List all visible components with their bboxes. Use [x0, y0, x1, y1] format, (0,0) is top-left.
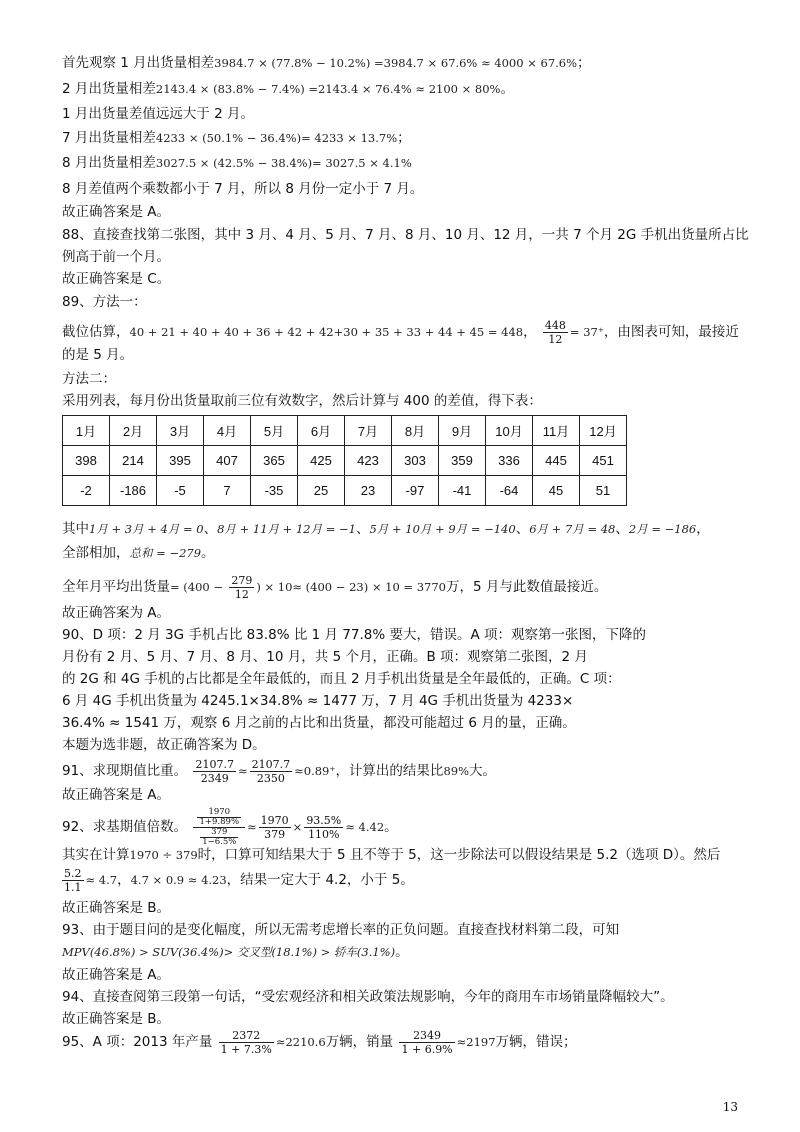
text-line: 的 2G 和 4G 手机的占比都是全年最低的，而且 2 月手机出货量是全年最低的，正确。C 项： — [62, 671, 621, 687]
table-header-cell: 2月 — [110, 416, 157, 446]
table-header-cell: 5月 — [251, 416, 298, 446]
line-text: 。 — [500, 81, 514, 97]
line-text: ，结果一定大于 4.2，小于 5。 — [226, 872, 414, 888]
fraction-numerator: 2107.7 — [251, 757, 291, 771]
table-header-cell: 3月 — [157, 416, 204, 446]
table-cell: 51 — [580, 476, 627, 506]
fraction-numerator: 2107.7 — [195, 757, 234, 771]
fraction-numerator: 93.5% — [306, 813, 342, 827]
fraction — [543, 319, 568, 346]
text-line: 故正确答案是 A。 — [62, 204, 171, 220]
fraction — [304, 814, 343, 841]
fraction — [250, 758, 293, 785]
line-text: ， — [523, 324, 537, 340]
table-cell: 303 — [392, 446, 439, 476]
fraction — [197, 808, 241, 827]
fraction-numerator: 2349 — [399, 1029, 454, 1043]
table-cell: 7 — [204, 476, 251, 506]
table-cell: 425 — [298, 446, 345, 476]
table-row — [63, 446, 627, 476]
math-expression: 5月 + 10月 + 9月 = −140 — [369, 522, 516, 536]
text-line — [62, 572, 752, 602]
table-header-cell: 8月 — [392, 416, 439, 446]
line-text: 91、求现期值比重。 — [62, 763, 188, 779]
table-cell: -64 — [486, 476, 533, 506]
text-line: 91、求现期值比重。 $\frac{2107.7}{2349}$ ≈ $\frac{2107.7}{2350}$ ≈0.89⁺，计算出的结果比89%大。 — [62, 757, 496, 785]
math-expression: ≈2210.6 — [275, 1035, 326, 1049]
text-line — [62, 846, 752, 864]
table-cell: 365 — [251, 446, 298, 476]
line-text: 其中 — [62, 521, 89, 537]
line-text: 时，口算可知结果大于 5 且不等于 5，这一步除法可以假设结果是 5.2（选项 D）。然后 — [197, 847, 721, 863]
math-expression: 2143.4 × (83.8% − 7.4%) =2143.4 × 76.4% ≈ 2100 × 80% — [155, 82, 501, 96]
line-text: 7 月出货量相差 — [62, 130, 156, 146]
table-header-cell: 12月 — [580, 416, 627, 446]
table-cell: -97 — [392, 476, 439, 506]
fraction — [62, 867, 84, 894]
table-cell: -2 — [63, 476, 110, 506]
fraction-denominator: 2350 — [256, 771, 285, 785]
text-line: 采用列表，每月份出货量取前三位有效数字，然后计算与 400 的差值，得下表： — [62, 393, 542, 409]
math-expression: 总和 = −279 — [129, 546, 202, 560]
fraction — [193, 758, 236, 785]
math-expression: 6月 + 7月 = 48 — [529, 522, 616, 536]
line-text: 95、A 项：2013 年产量 — [62, 1034, 213, 1050]
table-header-row — [63, 416, 627, 446]
fraction-denominator: 1 + 7.3% — [220, 1042, 272, 1056]
fraction — [200, 828, 238, 847]
line-text: ， — [117, 872, 131, 888]
text-line: 36.4% ≈ 1541 万，观察 6 月之前的占比和出货量，都没可能超过 6 月的量，正确。 — [62, 715, 576, 731]
text-line — [62, 1024, 752, 1060]
fraction-denominator: 1 + 6.9% — [401, 1042, 453, 1056]
table-header-cell: 7月 — [345, 416, 392, 446]
table-cell: -41 — [439, 476, 486, 506]
text-line: 故正确答案是 B。 — [62, 900, 171, 916]
text-line: 故正确答案是 C。 — [62, 271, 171, 287]
line-text: 全部相加， — [62, 545, 130, 561]
fraction-numerator: 1970 — [197, 808, 241, 818]
table-cell: -5 — [157, 476, 204, 506]
table-cell: 407 — [204, 446, 251, 476]
difference-table — [62, 415, 627, 506]
fraction-denominator: 12 — [234, 587, 249, 601]
table-header-cell: 1月 — [63, 416, 110, 446]
math-expression: 4.7 × 0.9 ≈ 4.23 — [130, 873, 227, 887]
text-line: 月份有 2 月、5 月、7 月、8 月、10 月，共 5 个月，正确。B 项：观察第二张图，2 月 — [62, 649, 588, 665]
page-number: 13 — [722, 1100, 738, 1114]
line-text: 。 — [201, 545, 215, 561]
table-cell: 25 — [298, 476, 345, 506]
line-text: 截位估算， — [62, 324, 130, 340]
fraction-numerator: 448 — [544, 318, 566, 332]
table-row — [63, 476, 627, 506]
math-expression: ) × 10≈ (400 − 23) × 10 = 3770 — [256, 580, 446, 594]
text-line: 故正确答案是 A。 — [62, 967, 171, 983]
line-text: 大。 — [469, 763, 496, 779]
fraction — [399, 1029, 454, 1056]
line-text: 92、求基期值倍数。 — [62, 819, 188, 835]
line-text: 。 — [384, 819, 398, 835]
line-text: ； — [577, 55, 591, 71]
math-expression: 3027.5 × (42.5% − 38.4%)= 3027.5 × 4.1% — [155, 156, 412, 170]
math-expression: = (400 − — [170, 580, 224, 594]
table-header-cell: 10月 — [486, 416, 533, 446]
text-line: 6 月 4G 手机出货量为 4245.1×34.8% ≈ 1477 万，7 月 4G 手机出货量为 4233× — [62, 693, 574, 709]
math-expression: MPV(46.8%) > SUV(36.4%)> 交叉型(18.1%) > 轿车(3.1%) — [62, 945, 396, 959]
line-text: ； — [397, 130, 411, 146]
text-line: 89、方法一： — [62, 294, 147, 310]
text-line: 故正确答案是 A。 — [62, 787, 171, 803]
fraction-denominator: 1−6.5% — [202, 836, 237, 847]
table-header-cell: 4月 — [204, 416, 251, 446]
text-line: 88、直接查找第二张图，其中 3 月、4 月、5 月、7 月、8 月、10 月、12 月，一共 7 个月 2G 手机出货量所占比 — [62, 227, 749, 243]
math-expression: 3984.7 × (77.8% − 10.2%) =3984.7 × 67.6% ≈ 4000 × 67.6% — [214, 56, 578, 70]
fraction-numerator: 2372 — [219, 1029, 274, 1043]
line-text: 全年月平均出货量 — [62, 579, 170, 595]
text-line: 故正确答案为 A。 — [62, 605, 171, 621]
text-line: 93、由于题目问的是变化幅度，所以无需考虑增长率的正负问题。直接查找材料第二段，可知 — [62, 922, 620, 938]
table-cell: -186 — [110, 476, 157, 506]
text-line — [62, 864, 752, 896]
line-text: ，由图表可知，最接近 — [603, 324, 739, 340]
text-line: 例高于前一个月。 — [62, 249, 170, 265]
table-cell: 359 — [439, 446, 486, 476]
math-expression: = 37⁺ — [569, 325, 604, 339]
table-cell: 45 — [533, 476, 580, 506]
table-cell: 23 — [345, 476, 392, 506]
math-expression: ≈2197 — [456, 1035, 496, 1049]
math-expression: ≈ 4.42 — [345, 820, 385, 834]
fraction — [229, 574, 254, 601]
line-text: 、 — [203, 521, 218, 537]
text-line: 1 月出货量差值远远大于 2 月。 — [62, 106, 255, 122]
fraction — [219, 1029, 274, 1056]
text-line — [62, 80, 752, 98]
line-text: 2 月出货量相差 — [62, 81, 156, 97]
fraction-numerator — [193, 808, 245, 828]
table-cell: 395 — [157, 446, 204, 476]
table-cell: 336 — [486, 446, 533, 476]
table-cell: 423 — [345, 446, 392, 476]
fraction — [259, 814, 291, 841]
table-header-cell: 6月 — [298, 416, 345, 446]
fraction-denominator: 12 — [548, 332, 563, 346]
fraction-denominator: 1+9.89% — [199, 816, 240, 827]
text-line — [62, 943, 752, 961]
math-expression: 2月 = −186 — [628, 522, 697, 536]
text-line: 92、求基期值倍数。 $\frac{\frac{1970}{1+9.89\%}}{\frac{379}{1-6.5\%}}$ ≈ $\frac{1970}{379}$ × $\frac{93.5\%}{110\%}$ ≈ 4.42。 — [62, 806, 398, 847]
text-line — [62, 154, 752, 172]
line-text: 万辆，销量 — [325, 1034, 394, 1050]
fraction-denominator: 110% — [308, 827, 340, 841]
math-expression: 1970 ÷ 379 — [129, 848, 198, 862]
line-text: ， — [696, 521, 710, 537]
text-line: 故正确答案是 B。 — [62, 1011, 171, 1027]
text-line: 本题为选非题，故正确答案为 D。 — [62, 737, 266, 753]
math-expression: 1月 + 3月 + 4月 = 0 — [89, 522, 204, 536]
table-cell: 445 — [533, 446, 580, 476]
fraction-numerator: 379 — [200, 828, 238, 838]
line-text: 8 月出货量相差 — [62, 155, 156, 171]
math-expression: 4233 × (50.1% − 36.4%)= 4233 × 13.7% — [155, 131, 398, 145]
fraction-denominator: 379 — [264, 827, 286, 841]
text-line — [62, 520, 752, 538]
text-line — [62, 129, 752, 147]
math-expression: 89% — [443, 764, 469, 778]
fraction-denominator: 2349 — [200, 771, 229, 785]
text-line: 的是 5 月。 — [62, 347, 134, 363]
line-text: 万，5 月与此数值最接近。 — [445, 579, 608, 595]
math-expression: 40 + 21 + 40 + 40 + 36 + 42 + 42+30 + 35 + 33 + 44 + 45 = 448 — [129, 325, 524, 339]
math-expression: ≈ 4.7 — [85, 873, 118, 887]
fraction-numerator: 1970 — [260, 813, 289, 827]
fraction-numerator: 279 — [231, 573, 253, 587]
text-line: 8 月差值两个乘数都小于 7 月，所以 8 月份一定小于 7 月。 — [62, 181, 424, 197]
line-text: 万辆，错误； — [495, 1034, 577, 1050]
compound-fraction — [193, 808, 245, 847]
text-line — [62, 318, 752, 346]
line-text: 。 — [395, 944, 409, 960]
line-text: 其实在计算 — [62, 847, 130, 863]
line-text: ，计算出的结果比 — [335, 763, 444, 779]
text-line — [62, 544, 752, 562]
table-cell: 398 — [63, 446, 110, 476]
text-line: 94、直接查阅第三段第一句话，“受宏观经济和相关政策法规影响，今年的商用车市场销量降幅较大”。 — [62, 989, 674, 1005]
line-text: 、 — [356, 521, 370, 537]
table-header-cell: 11月 — [533, 416, 580, 446]
text-line: 方法二： — [62, 371, 116, 387]
line-text: 首先观察 1 月出货量相差 — [62, 55, 215, 71]
text-line: 90、D 项：2 月 3G 手机占比 83.8% 比 1 月 77.8% 要大，错误。A 项：观察第一张图，下降的 — [62, 627, 647, 643]
table-cell: 214 — [110, 446, 157, 476]
line-text: 、 — [515, 521, 530, 537]
fraction-denominator: 1.1 — [64, 880, 82, 894]
table-cell: -35 — [251, 476, 298, 506]
math-expression: 8月 + 11月 + 12月 = −1 — [217, 522, 356, 536]
table-cell: 451 — [580, 446, 627, 476]
fraction-denominator — [193, 828, 245, 847]
line-text: 、 — [615, 521, 629, 537]
text-line — [62, 54, 752, 72]
math-expression: ≈0.89⁺ — [294, 764, 336, 778]
table-header-cell: 9月 — [439, 416, 486, 446]
fraction-numerator: 5.2 — [64, 866, 82, 880]
